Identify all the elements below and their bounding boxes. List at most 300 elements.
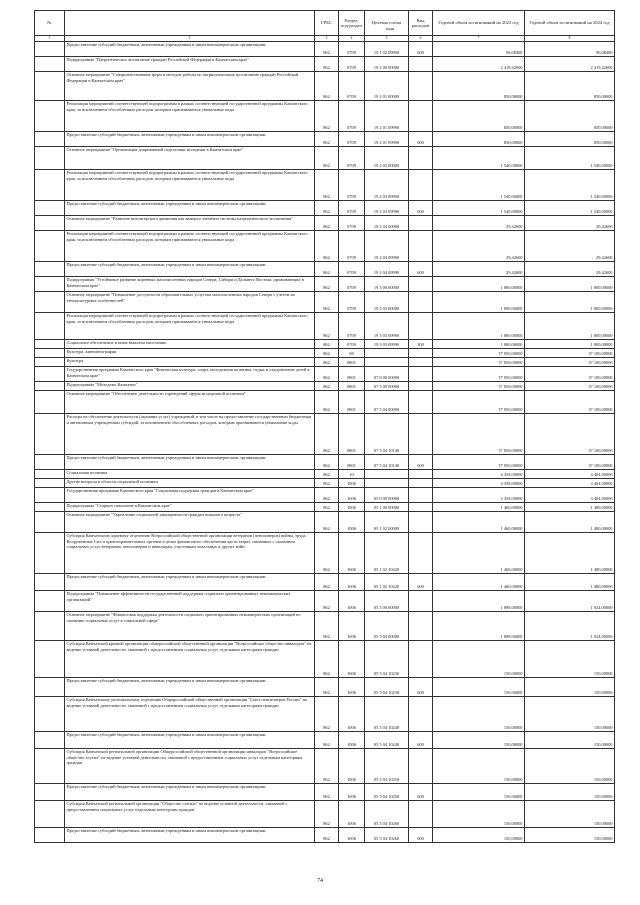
table-row — [35, 340, 615, 349]
row-csr-cell: 19 2 03 09990 — [365, 170, 409, 201]
row-name-cell: Предоставление субсидий бюджетным, автономным учреждениям и иным некоммерческим организациям — [65, 828, 315, 843]
row-razdel-cell: 0709 — [339, 216, 365, 231]
budget-table — [34, 10, 615, 843]
row-2023-cell: 850,00000 — [433, 72, 525, 101]
row-2023-cell: 29,42600 — [433, 262, 525, 277]
row-razdel-cell: 1006 — [339, 678, 365, 697]
row-number-cell — [35, 391, 65, 414]
row-csr-cell: 19 1 02 09990 — [365, 42, 409, 57]
row-vr-cell — [409, 313, 433, 340]
row-number-cell — [35, 132, 65, 147]
row-name-cell: Предоставление субсидий бюджетным, автономным учреждениям и иным некоммерческим организациям — [65, 678, 315, 697]
row-name-cell: Реализация мероприятий соответствующей подпрограммы в рамках соответствующей государственной программы Камчатского края, за исключением обособленных расходов, которым присваиваются уникальные коды — [65, 313, 315, 340]
row-number-cell — [35, 101, 65, 132]
row-number-cell — [35, 678, 65, 697]
table-row — [35, 732, 615, 749]
table-row — [35, 641, 615, 678]
table-row — [35, 455, 615, 470]
row-csr-cell: 19 2 04 00000 — [365, 216, 409, 231]
row-vr-cell — [409, 57, 433, 72]
row-number-cell — [35, 574, 65, 591]
row-name-cell: Предоставление субсидий бюджетным, автономным учреждениям и иным некоммерческим организациям — [65, 455, 315, 470]
row-csr-cell: 19 2 01 00000 — [365, 72, 409, 101]
row-razdel-cell: 0709 — [339, 262, 365, 277]
row-name-cell: Субсидия Камчатской региональной организации Общероссийской общественной организации инвалидов "Всероссийское общество глухих" на ведение уставной деятельности, связанной с предоставлением социальных услуг отдельным категориям граждан — [65, 749, 315, 784]
row-name-cell: Основное мероприятие "Укрепление социальной защищенности граждан пожилого возраста" — [65, 512, 315, 533]
row-csr-cell: 05 5 00 00000 — [365, 591, 409, 612]
row-number-cell — [35, 57, 65, 72]
row-name-cell: Предоставление субсидий бюджетным, автономным учреждениям и иным некоммерческим организациям — [65, 574, 315, 591]
row-vr-cell — [409, 697, 433, 732]
row-grbs-cell: 862 — [315, 488, 339, 503]
row-name-cell: Социальное обеспечение и иные выплаты населению — [65, 340, 315, 349]
column-number: 2 — [65, 36, 315, 42]
row-2024-cell: 150,00000 — [525, 732, 615, 749]
row-vr-cell — [409, 641, 433, 678]
row-vr-cell — [409, 512, 433, 533]
table-row — [35, 132, 615, 147]
row-csr-cell: 19 2 03 09990 — [365, 201, 409, 216]
row-name-cell: Субсидия Камчатской краевой организации общероссийской общественной организации "Всероссийское общество инвалидов" на ведение уставной деятельности, связанной с предоставлением социальных услуг отдельным категориям граждан — [65, 641, 315, 678]
row-razdel-cell: 0709 — [339, 57, 365, 72]
row-razdel-cell: 1006 — [339, 488, 365, 503]
row-grbs-cell: 862 — [315, 170, 339, 201]
row-2024-cell: 1 800,00000 — [525, 292, 615, 313]
table-row — [35, 277, 615, 292]
row-grbs-cell: 862 — [315, 349, 339, 358]
table-header-row — [35, 11, 615, 36]
row-csr-cell: 19 3 00 00000 — [365, 277, 409, 292]
row-csr-cell: 05 5 04 10230 — [365, 678, 409, 697]
table-row — [35, 503, 615, 512]
row-2023-cell: 1 460,00000 — [433, 574, 525, 591]
row-vr-cell: 600 — [409, 455, 433, 470]
row-2023-cell: 150,00000 — [433, 641, 525, 678]
row-name-cell: Культура, кинематография — [65, 349, 315, 358]
row-grbs-cell: 862 — [315, 470, 339, 479]
row-grbs-cell: 862 — [315, 292, 339, 313]
table-row — [35, 170, 615, 201]
row-vr-cell — [409, 533, 433, 574]
row-vr-cell — [409, 591, 433, 612]
row-2023-cell: 96,08400 — [433, 42, 525, 57]
row-razdel-cell: 0801 — [339, 382, 365, 391]
table-row — [35, 349, 615, 358]
row-grbs-cell: 862 — [315, 784, 339, 801]
row-vr-cell: 600 — [409, 574, 433, 591]
row-name-cell: Расходы на обеспечение деятельности (оказание услуг) учреждений, в том числе на предоставление государственным бюджетным и автономным учреждениям субсидий, за исключением обособленных расходов, которым присваиваются уникальные коды — [65, 414, 315, 455]
row-csr-cell: 05 1 02 10420 — [365, 574, 409, 591]
table-row — [35, 488, 615, 503]
row-razdel-cell: 1006 — [339, 591, 365, 612]
row-2023-cell: 1 898,00000 — [433, 612, 525, 641]
row-csr-cell: 05 1 02 10420 — [365, 533, 409, 574]
table-row — [35, 591, 615, 612]
row-number-cell — [35, 479, 65, 488]
row-2023-cell: 37 050,00000 — [433, 367, 525, 382]
row-csr-cell: 07 0 00 00000 — [365, 367, 409, 382]
row-2023-cell: 150,00000 — [433, 784, 525, 801]
row-2023-cell: 37 050,00000 — [433, 455, 525, 470]
row-razdel-cell: 0709 — [339, 132, 365, 147]
row-2024-cell: 150,00000 — [525, 641, 615, 678]
row-name-cell: Основное мероприятие "Развитие волонтерского движения как важного элемента системы патриотического воспитания" — [65, 216, 315, 231]
row-razdel-cell: 1006 — [339, 574, 365, 591]
row-vr-cell — [409, 749, 433, 784]
table-row — [35, 262, 615, 277]
row-vr-cell — [409, 277, 433, 292]
row-vr-cell: 600 — [409, 132, 433, 147]
row-grbs-cell: 862 — [315, 591, 339, 612]
row-2024-cell: 1 540,00000 — [525, 147, 615, 170]
table-row — [35, 147, 615, 170]
row-2024-cell: 850,00000 — [525, 101, 615, 132]
row-grbs-cell: 862 — [315, 147, 339, 170]
row-2024-cell: 1 480,00000 — [525, 533, 615, 574]
row-name-cell: Предоставление субсидий бюджетным, автономным учреждениям и иным некоммерческим организациям — [65, 784, 315, 801]
column-number: 8 — [525, 36, 615, 42]
table-row — [35, 358, 615, 367]
row-csr-cell: 05 5 04 10250 — [365, 749, 409, 784]
table-row — [35, 801, 615, 828]
row-number-cell — [35, 349, 65, 358]
row-grbs-cell: 862 — [315, 132, 339, 147]
row-2023-cell: 3 358,00000 — [433, 488, 525, 503]
row-razdel-cell: 1006 — [339, 533, 365, 574]
row-number-cell — [35, 358, 65, 367]
row-name-cell: Основное мероприятие "Повышение доступности образовательных услуггам малочисленных народов Севера с учетом их этнокультурных особенностей" — [65, 292, 315, 313]
row-name-cell: Предоставление субсидий бюджетным, автономным учреждениям и иным некоммерческим организациям — [65, 132, 315, 147]
row-number-cell — [35, 828, 65, 843]
row-name-cell: Реализация мероприятий соответствующей подпрограммы в рамках соответствующей государственной программы Камчатского края, за исключением обособленных расходов, которым присваиваются уникальные коды — [65, 101, 315, 132]
header-vr: Вид расходов — [409, 11, 433, 36]
row-number-cell — [35, 313, 65, 340]
table-row — [35, 612, 615, 641]
row-razdel-cell: 1006 — [339, 512, 365, 533]
row-number-cell — [35, 262, 65, 277]
row-razdel-cell: 0801 — [339, 358, 365, 367]
row-2024-cell: 4 404,00000 — [525, 470, 615, 479]
row-razdel-cell: 0709 — [339, 292, 365, 313]
row-grbs-cell: 862 — [315, 574, 339, 591]
row-number-cell — [35, 641, 65, 678]
row-grbs-cell: 862 — [315, 340, 339, 349]
page-number: 74 — [317, 878, 323, 884]
table-row — [35, 42, 615, 57]
row-grbs-cell: 862 — [315, 367, 339, 382]
row-grbs-cell: 862 — [315, 201, 339, 216]
row-csr-cell — [365, 470, 409, 479]
row-razdel-cell: 1006 — [339, 612, 365, 641]
row-name-cell: Культура — [65, 358, 315, 367]
row-2023-cell: 150,00000 — [433, 801, 525, 828]
row-number-cell — [35, 147, 65, 170]
row-name-cell: Подпрограмма "Устойчивое развитие коренных малочисленных народов Севера, Сибири и Дальнего Востока, проживающих в Камчатском крае" — [65, 277, 315, 292]
row-number-cell — [35, 455, 65, 470]
row-vr-cell — [409, 147, 433, 170]
row-vr-cell: 600 — [409, 732, 433, 749]
row-csr-cell: 19 3 03 09990 — [365, 313, 409, 340]
codes-caption: коды — [386, 26, 395, 31]
row-name-cell: Основное мероприятие "Финансовая поддержка деятельности социально ориентированных некоммерческих организаций по оказанию социальных услуг в социальной сфере" — [65, 612, 315, 641]
row-csr-cell: 07 5 04 00000 — [365, 391, 409, 414]
row-name-cell: Основное мероприятие "Обеспечение деятельности учреждений сферы молодежной политики" — [65, 391, 315, 414]
row-name-cell: Социальная политика — [65, 470, 315, 479]
row-name-cell: Субсидия Камчатскому региональному отделению Общероссийской общественной организации "Союз пенсионеров России" на ведение уставной деятельности, связанной с предоставлением социальных услуг отдельным категориям граждан — [65, 697, 315, 732]
column-number: 4 — [339, 36, 365, 42]
table-row — [35, 470, 615, 479]
row-vr-cell: 600 — [409, 828, 433, 843]
row-number-cell — [35, 732, 65, 749]
row-grbs-cell: 862 — [315, 231, 339, 262]
row-grbs-cell: 862 — [315, 749, 339, 784]
row-2024-cell: 37 100,00000 — [525, 414, 615, 455]
row-razdel-cell: 08 — [339, 349, 365, 358]
row-grbs-cell: 862 — [315, 697, 339, 732]
row-2023-cell: 2 419,42600 — [433, 57, 525, 72]
row-vr-cell — [409, 358, 433, 367]
row-name-cell: Основное мероприятие "Организация допризывной подготовки молодежи в Камчатском крае" — [65, 147, 315, 170]
row-2024-cell: 4 404,00000 — [525, 479, 615, 488]
row-number-cell — [35, 697, 65, 732]
row-csr-cell: 07 5 04 10140 — [365, 414, 409, 455]
row-2024-cell: 37 100,00000 — [525, 382, 615, 391]
row-csr-cell: 05 5 04 10230 — [365, 641, 409, 678]
row-name-cell: Другие вопросы в области социальной политики — [65, 479, 315, 488]
row-2024-cell: 29,42600 — [525, 262, 615, 277]
row-vr-cell — [409, 503, 433, 512]
row-razdel-cell: 0709 — [339, 231, 365, 262]
row-name-cell: Подпрограмма "Повышение эффективности государственной поддержки социально ориентированных некоммерческих организаций" — [65, 591, 315, 612]
row-grbs-cell: 862 — [315, 382, 339, 391]
row-vr-cell — [409, 292, 433, 313]
row-csr-cell: 05 0 00 00000 — [365, 488, 409, 503]
row-2024-cell: 850,00000 — [525, 72, 615, 101]
row-2024-cell: 96,08400 — [525, 42, 615, 57]
row-number-cell — [35, 72, 65, 101]
row-grbs-cell: 862 — [315, 262, 339, 277]
row-vr-cell — [409, 170, 433, 201]
row-2023-cell: 150,00000 — [433, 749, 525, 784]
row-2024-cell: 850,00000 — [525, 132, 615, 147]
table-row — [35, 479, 615, 488]
row-2023-cell: 37 050,00000 — [433, 382, 525, 391]
row-vr-cell — [409, 470, 433, 479]
row-csr-cell: 19 2 04 09990 — [365, 262, 409, 277]
row-vr-cell — [409, 382, 433, 391]
row-vr-cell: 600 — [409, 262, 433, 277]
row-2023-cell: 29,42600 — [433, 231, 525, 262]
row-grbs-cell: 862 — [315, 612, 339, 641]
row-razdel-cell: 0709 — [339, 147, 365, 170]
table-row — [35, 292, 615, 313]
row-number-cell — [35, 488, 65, 503]
row-csr-cell: 05 1 02 00000 — [365, 512, 409, 533]
row-2024-cell: 1 540,00000 — [525, 170, 615, 201]
header-2024: Годовой объем ассигнований на 2024 год — [525, 11, 615, 36]
row-grbs-cell: 862 — [315, 358, 339, 367]
header-name — [65, 11, 315, 36]
row-csr-cell: 19 3 03 00000 — [365, 292, 409, 313]
table-row — [35, 201, 615, 216]
row-grbs-cell: 862 — [315, 57, 339, 72]
row-2024-cell: 1 480,00000 — [525, 503, 615, 512]
table-row — [35, 574, 615, 591]
table-row — [35, 382, 615, 391]
row-2024-cell: 37 100,00000 — [525, 367, 615, 382]
row-number-cell — [35, 42, 65, 57]
row-2024-cell: 150,00000 — [525, 784, 615, 801]
row-2024-cell: 37 100,00000 — [525, 358, 615, 367]
row-2023-cell: 1 800,00000 — [433, 277, 525, 292]
row-razdel-cell: 0709 — [339, 101, 365, 132]
table-body — [35, 42, 615, 843]
row-name-cell: Субсидия Камчатскому краевому отделению Всероссийской общественной организации ветеранов (пенсионеров) войны, труда, Вооруженных Сил и правоохранительных органов в целях финансового обеспечения части затрат, связанных с оказанием социальных услуг ветеранам, пенсионерам и инвалидам, участникам локальных и других войн — [65, 533, 315, 574]
row-2023-cell: 850,00000 — [433, 101, 525, 132]
header-csr: Целевая статья — [365, 11, 409, 36]
table-row — [35, 512, 615, 533]
row-number-cell — [35, 414, 65, 455]
row-razdel-cell: 0709 — [339, 313, 365, 340]
row-csr-cell: 19 2 01 09990 — [365, 132, 409, 147]
row-csr-cell — [365, 479, 409, 488]
document-page — [34, 10, 614, 843]
row-vr-cell: 600 — [409, 201, 433, 216]
row-grbs-cell: 862 — [315, 512, 339, 533]
row-name-cell: Субсидия Камчатской региональной организации "Общество слепых" на ведение уставной деятельности, связанной с предоставлением социальных услуг отдельным категориям граждан — [65, 801, 315, 828]
row-2023-cell: 1 460,00000 — [433, 533, 525, 574]
row-number-cell — [35, 277, 65, 292]
row-razdel-cell: 1006 — [339, 479, 365, 488]
table-row — [35, 216, 615, 231]
row-razdel-cell: 1006 — [339, 697, 365, 732]
row-vr-cell: 600 — [409, 784, 433, 801]
row-2024-cell: 37 100,00000 — [525, 455, 615, 470]
row-vr-cell — [409, 801, 433, 828]
row-name-cell: Реализация мероприятий соответствующей подпрограммы в рамках соответствующей государственной программы Камчатского края, за исключением обособленных расходов, которым присваиваются уникальные коды — [65, 170, 315, 201]
row-vr-cell — [409, 101, 433, 132]
row-2024-cell: 150,00000 — [525, 678, 615, 697]
row-name-cell: Подпрограмма "Старшее поколение в Камчатском крае" — [65, 503, 315, 512]
row-number-cell — [35, 201, 65, 216]
row-razdel-cell: 1006 — [339, 732, 365, 749]
table-row — [35, 101, 615, 132]
row-name-cell: Предоставление субсидий бюджетным, автономным учреждениям и иным некоммерческим организациям — [65, 42, 315, 57]
row-razdel-cell: 0801 — [339, 455, 365, 470]
row-razdel-cell: 0801 — [339, 414, 365, 455]
row-2023-cell: 37 050,00000 — [433, 349, 525, 358]
table-row — [35, 414, 615, 455]
row-csr-cell: 05 5 04 10240 — [365, 732, 409, 749]
row-2024-cell: 1 800,00000 — [525, 277, 615, 292]
row-csr-cell: 05 5 04 00000 — [365, 612, 409, 641]
row-grbs-cell: 862 — [315, 72, 339, 101]
row-number-cell — [35, 340, 65, 349]
row-number-cell — [35, 231, 65, 262]
row-number-cell — [35, 503, 65, 512]
row-razdel-cell: 10 — [339, 470, 365, 479]
row-2023-cell: 1 540,00000 — [433, 170, 525, 201]
row-number-cell — [35, 382, 65, 391]
row-2024-cell: 37 100,00000 — [525, 349, 615, 358]
row-2023-cell: 1 800,00000 — [433, 340, 525, 349]
row-vr-cell: 300 — [409, 340, 433, 349]
column-number: 7 — [433, 36, 525, 42]
row-2024-cell: 2 419,42600 — [525, 57, 615, 72]
row-vr-cell — [409, 414, 433, 455]
row-razdel-cell: 1006 — [339, 503, 365, 512]
row-2024-cell: 37 100,00000 — [525, 391, 615, 414]
row-number-cell — [35, 367, 65, 382]
row-razdel-cell: 1006 — [339, 749, 365, 784]
row-csr-cell: 19 2 03 00000 — [365, 147, 409, 170]
row-csr-cell: 19 3 03 09990 — [365, 340, 409, 349]
row-grbs-cell: 862 — [315, 414, 339, 455]
table-row — [35, 231, 615, 262]
row-2023-cell: 29,42600 — [433, 216, 525, 231]
row-csr-cell — [365, 349, 409, 358]
row-razdel-cell: 0801 — [339, 391, 365, 414]
row-2024-cell: 29,42600 — [525, 231, 615, 262]
row-grbs-cell: 862 — [315, 42, 339, 57]
table-row — [35, 367, 615, 382]
row-number-cell — [35, 216, 65, 231]
row-name-cell: Предоставление субсидий бюджетным, автономным учреждениям и иным некоммерческим организациям — [65, 732, 315, 749]
row-number-cell — [35, 533, 65, 574]
header-2023: Годовой объем ассигнований на 2023 год — [433, 11, 525, 36]
row-razdel-cell: 0709 — [339, 72, 365, 101]
table-row — [35, 678, 615, 697]
row-2024-cell: 1 924,00000 — [525, 591, 615, 612]
row-grbs-cell: 862 — [315, 277, 339, 292]
row-grbs-cell: 862 — [315, 101, 339, 132]
row-2024-cell: 1 800,00000 — [525, 340, 615, 349]
row-grbs-cell: 862 — [315, 641, 339, 678]
row-number-cell — [35, 470, 65, 479]
row-vr-cell: 600 — [409, 42, 433, 57]
row-2024-cell: 1 800,00000 — [525, 313, 615, 340]
row-name-cell: Государственная программа Камчатского края "Социальная поддержка граждан в Камчатском крае" — [65, 488, 315, 503]
row-2024-cell: 1 924,00000 — [525, 612, 615, 641]
column-number: 1 — [35, 36, 65, 42]
row-vr-cell — [409, 216, 433, 231]
row-2023-cell: 150,00000 — [433, 828, 525, 843]
column-number: 5 — [365, 36, 409, 42]
header-grbs: ГРБС — [315, 11, 339, 36]
table-row — [35, 533, 615, 574]
row-grbs-cell: 862 — [315, 828, 339, 843]
row-2023-cell: 850,00000 — [433, 132, 525, 147]
row-vr-cell — [409, 488, 433, 503]
header-number: № — [35, 11, 65, 36]
row-2023-cell: 1 800,00000 — [433, 313, 525, 340]
row-2024-cell: 150,00000 — [525, 801, 615, 828]
row-csr-cell: 05 5 04 10250 — [365, 784, 409, 801]
row-razdel-cell: 1006 — [339, 784, 365, 801]
row-vr-cell — [409, 349, 433, 358]
row-razdel-cell: 0801 — [339, 367, 365, 382]
row-grbs-cell: 862 — [315, 313, 339, 340]
row-vr-cell — [409, 391, 433, 414]
row-2023-cell: 1 460,00000 — [433, 512, 525, 533]
row-name-cell: Реализация мероприятий соответствующей подпрограммы в рамках соответствующей государственной программы Камчатского края, за исключением обособленных расходов, которым присваиваются уникальные коды — [65, 231, 315, 262]
row-2023-cell: 37 050,00000 — [433, 414, 525, 455]
row-csr-cell: 05 5 04 10260 — [365, 801, 409, 828]
row-csr-cell: 05 5 04 10240 — [365, 697, 409, 732]
row-2024-cell: 1 540,00000 — [525, 201, 615, 216]
row-2024-cell: 1 480,00000 — [525, 574, 615, 591]
row-2023-cell: 150,00000 — [433, 697, 525, 732]
